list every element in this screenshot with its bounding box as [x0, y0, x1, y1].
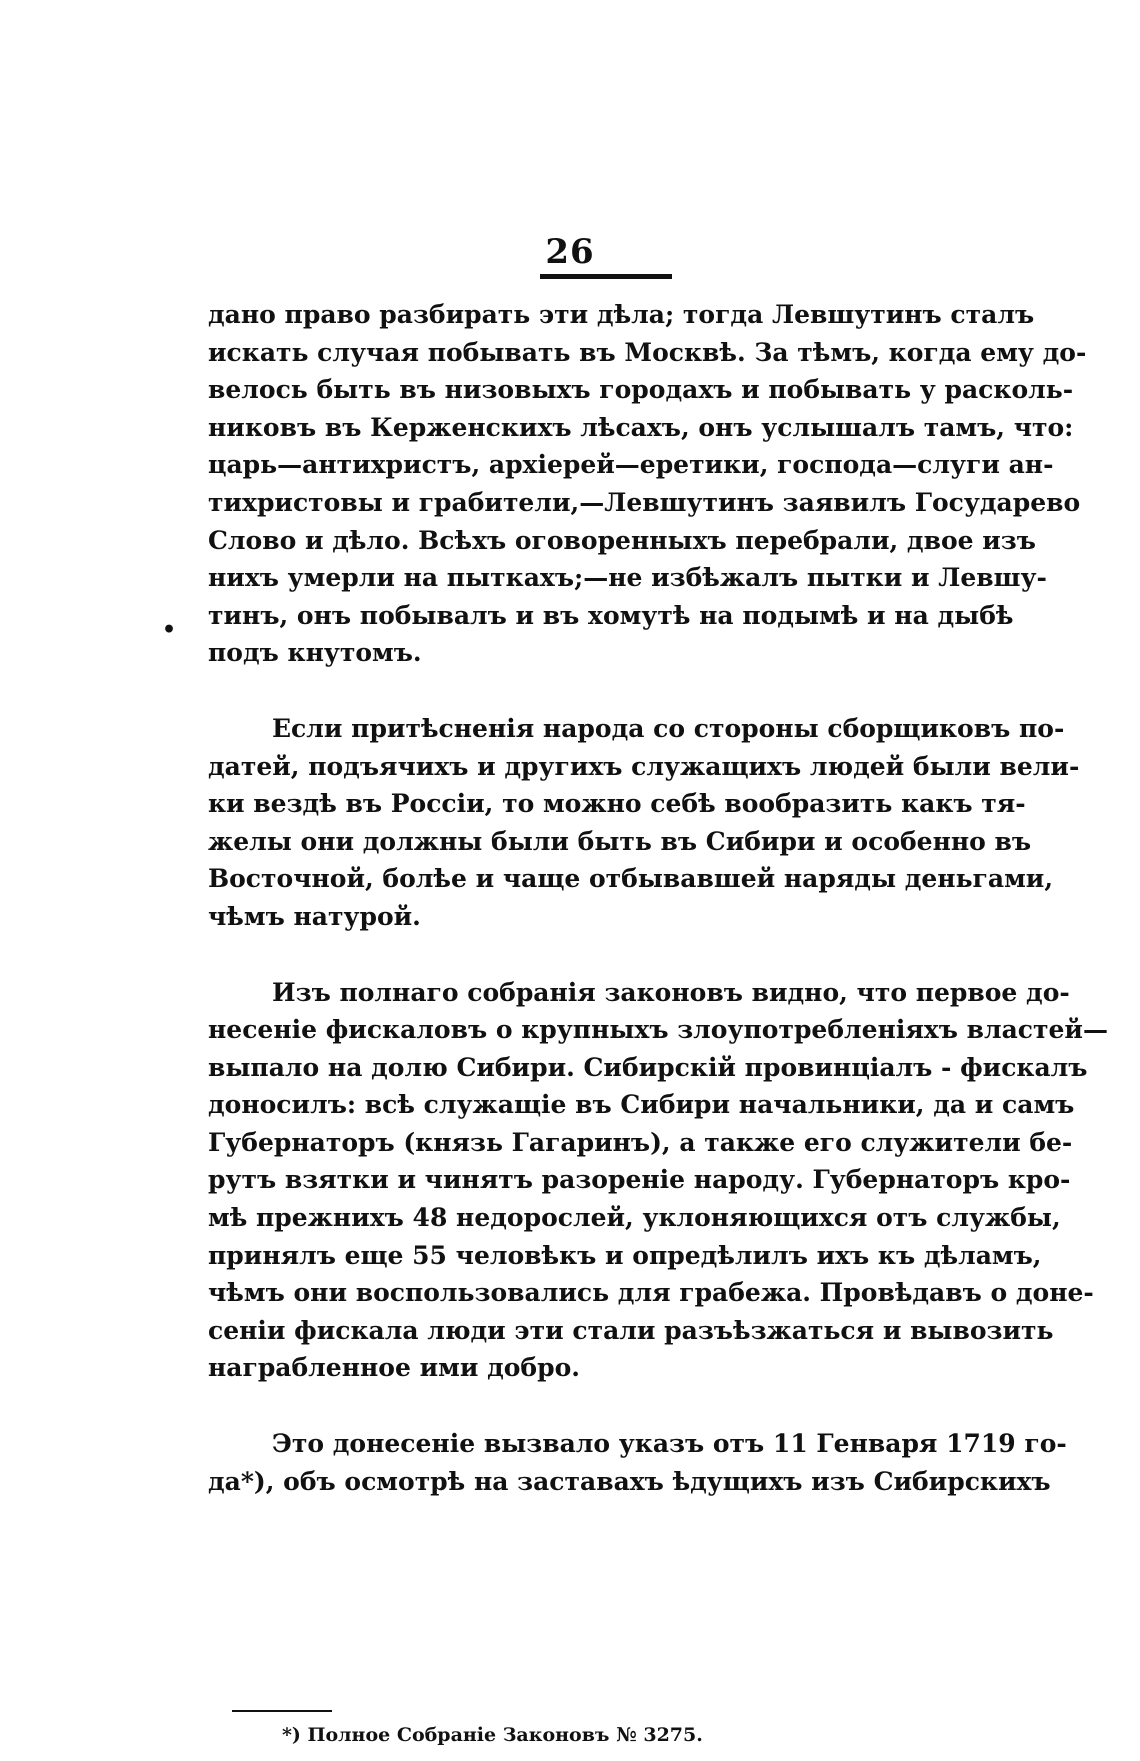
text-line: выпало на долю Сибири. Сибирскій провинціалъ - фискалъ — [208, 1052, 1088, 1082]
text-line: нихъ умерли на пыткахъ;—не избѣжалъ пытки и Левшу- — [208, 563, 1047, 593]
text-line: доносилъ: всѣ служащіе въ Сибири начальники, да и самъ — [208, 1090, 1075, 1120]
text-line: Изъ полнаго собранія законовъ видно, что первое до- — [272, 977, 1070, 1007]
text-line: несеніе фискаловъ о крупныхъ злоупотребленіяхъ властей— — [208, 1015, 1108, 1045]
text-line: да*), объ осмотрѣ на заставахъ ѣдущихъ изъ Сибирскихъ — [208, 1466, 1051, 1496]
text-line: Если притѣсненія народа со стороны сборщиковъ по- — [272, 713, 1065, 743]
paragraph — [208, 974, 1108, 1388]
text-line: Это донесеніе вызвало указъ отъ 11 Генваря 1719 го- — [272, 1429, 1067, 1459]
paragraph-gap — [208, 1387, 972, 1425]
body-text — [208, 296, 1108, 1500]
paragraph-gap — [208, 672, 972, 710]
text-line: принялъ еще 55 человѣкъ и опредѣлилъ ихъ къ дѣламъ, — [208, 1240, 1042, 1270]
text-line: чѣмъ они воспользовались для грабежа. Провѣдавъ о доне- — [208, 1278, 1094, 1308]
text-line: Губернаторъ (князь Гагаринъ), а также его служители бе- — [208, 1127, 1073, 1157]
paragraph — [208, 710, 1080, 936]
text-line: Слово и дѣло. Всѣхъ оговоренныхъ перебрали, двое изъ — [208, 525, 1036, 555]
text-line: подъ кнутомъ. — [208, 638, 422, 668]
text-line: награбленное ими добро. — [208, 1353, 580, 1383]
paragraph — [208, 1425, 1067, 1500]
text-line: никовъ въ Керженскихъ лѣсахъ, онъ услышалъ тамъ, что: — [208, 412, 1074, 442]
text-line: велось быть въ низовыхъ городахъ и побывать у расколь- — [208, 375, 1074, 405]
text-line: тихристовы и грабители,—Левшутинъ заявилъ Государево — [208, 487, 1081, 517]
page-number: 26 — [545, 232, 595, 272]
header-rule — [540, 274, 672, 279]
text-line: царь—антихристъ, архіерей—еретики, господа—слуги ан- — [208, 450, 1054, 480]
text-line: рутъ взятки и чинятъ разореніе народу. Губернаторъ кро- — [208, 1165, 1071, 1195]
text-line: желы они должны были быть въ Сибири и особенно въ — [208, 826, 1032, 856]
footnote: *) Полное Собраніе Законовъ № 3275. — [282, 1724, 703, 1746]
text-line: ки вездѣ въ Россіи, то можно себѣ вообразить какъ тя- — [208, 789, 1026, 819]
paragraph — [208, 296, 1087, 672]
text-line: сеніи фискала люди эти стали разъѣзжаться и вывозить — [208, 1315, 1054, 1345]
paragraph-gap — [208, 936, 972, 974]
text-line: искать случая побывать въ Москвѣ. За тѣмъ, когда ему до- — [208, 337, 1087, 367]
text-line: дано право разбирать эти дѣла; тогда Левшутинъ сталъ — [208, 300, 1035, 329]
text-line: мѣ прежнихъ 48 недорослей, уклоняющихся отъ службы, — [208, 1203, 1061, 1233]
text-line: чѣмъ натурой. — [208, 901, 421, 931]
text-line: датей, подъячихъ и другихъ служащихъ людей были вели- — [208, 751, 1080, 781]
margin-mark: • — [162, 617, 177, 643]
footnote-rule — [232, 1710, 332, 1712]
text-line: Восточной, болѣе и чаще отбывавшей наряды деньгами, — [208, 864, 1054, 894]
text-line: тинъ, онъ побывалъ и въ хомутѣ на подымѣ и на дыбѣ — [208, 600, 1014, 630]
